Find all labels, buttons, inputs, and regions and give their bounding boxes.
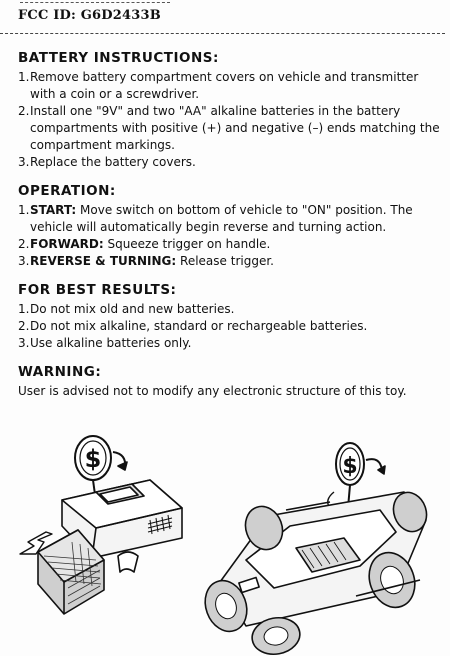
operation-section [18,183,444,270]
warning-text: User is advised not to modify any electronic structure of this toy. [18,384,407,398]
header-divider [0,33,445,34]
item-text: Do not mix old and new batteries. [30,302,235,316]
item-text: Remove battery compartment covers on vehicle and transmitter with a coin or a screwdriver. [30,70,419,101]
item-label: START: [30,203,77,217]
operation-heading: OPERATION: [18,183,116,199]
fcc-id: FCC ID: G6D2433B [18,8,161,23]
item-text: Install one "9V" and two "AA" alkaline batteries in the battery compartments with positive (+) and negative (–) ends matching the compartment markings. [30,104,440,152]
vehicle-illustration [198,443,432,656]
item-number: 2. [18,319,30,333]
transmitter-coin-symbol: $ [84,445,102,473]
item-text: Do not mix alkaline, standard or rechargeable batteries. [30,319,368,333]
item-text [30,202,444,236]
best-results-section [18,282,444,352]
list-item [18,69,444,103]
item-number: 1. [18,203,30,217]
item-number: 2. [18,237,30,251]
item-text [30,253,444,270]
list-item [18,253,444,270]
item-label: REVERSE & TURNING: [30,254,177,268]
list-item [18,154,444,171]
list-item [18,103,444,154]
list-item [18,301,444,318]
best-results-heading: FOR BEST RESULTS: [18,282,177,298]
item-number: 1. [18,70,30,84]
item-number: 3. [18,155,30,169]
item-number: 3. [18,336,30,350]
item-description: Release trigger. [180,254,274,268]
instructions-body [18,50,444,412]
item-number: 3. [18,254,30,268]
warning-section [18,364,444,400]
vehicle-coin-icon [336,443,364,508]
warning-heading: WARNING: [18,364,102,380]
list-item [18,202,444,236]
illustrations [0,430,450,656]
item-text: Replace the battery covers. [30,155,196,169]
vehicle-coin-symbol: $ [342,454,358,479]
item-description: Squeeze trigger on handle. [107,237,271,251]
item-description: Move switch on bottom of vehicle to "ON" position. The vehicle will automatically begin reverse and turning action. [30,203,413,234]
item-text: Use alkaline batteries only. [30,336,192,350]
list-item [18,318,444,335]
item-text [30,236,444,253]
item-label: FORWARD: [30,237,104,251]
top-dashed-line [20,2,170,3]
transmitter-illustration [20,436,182,614]
battery-section [18,50,444,171]
item-number: 2. [18,104,30,118]
list-item [18,236,444,253]
list-item [18,335,444,352]
item-number: 1. [18,302,30,316]
battery-heading: BATTERY INSTRUCTIONS: [18,50,219,66]
